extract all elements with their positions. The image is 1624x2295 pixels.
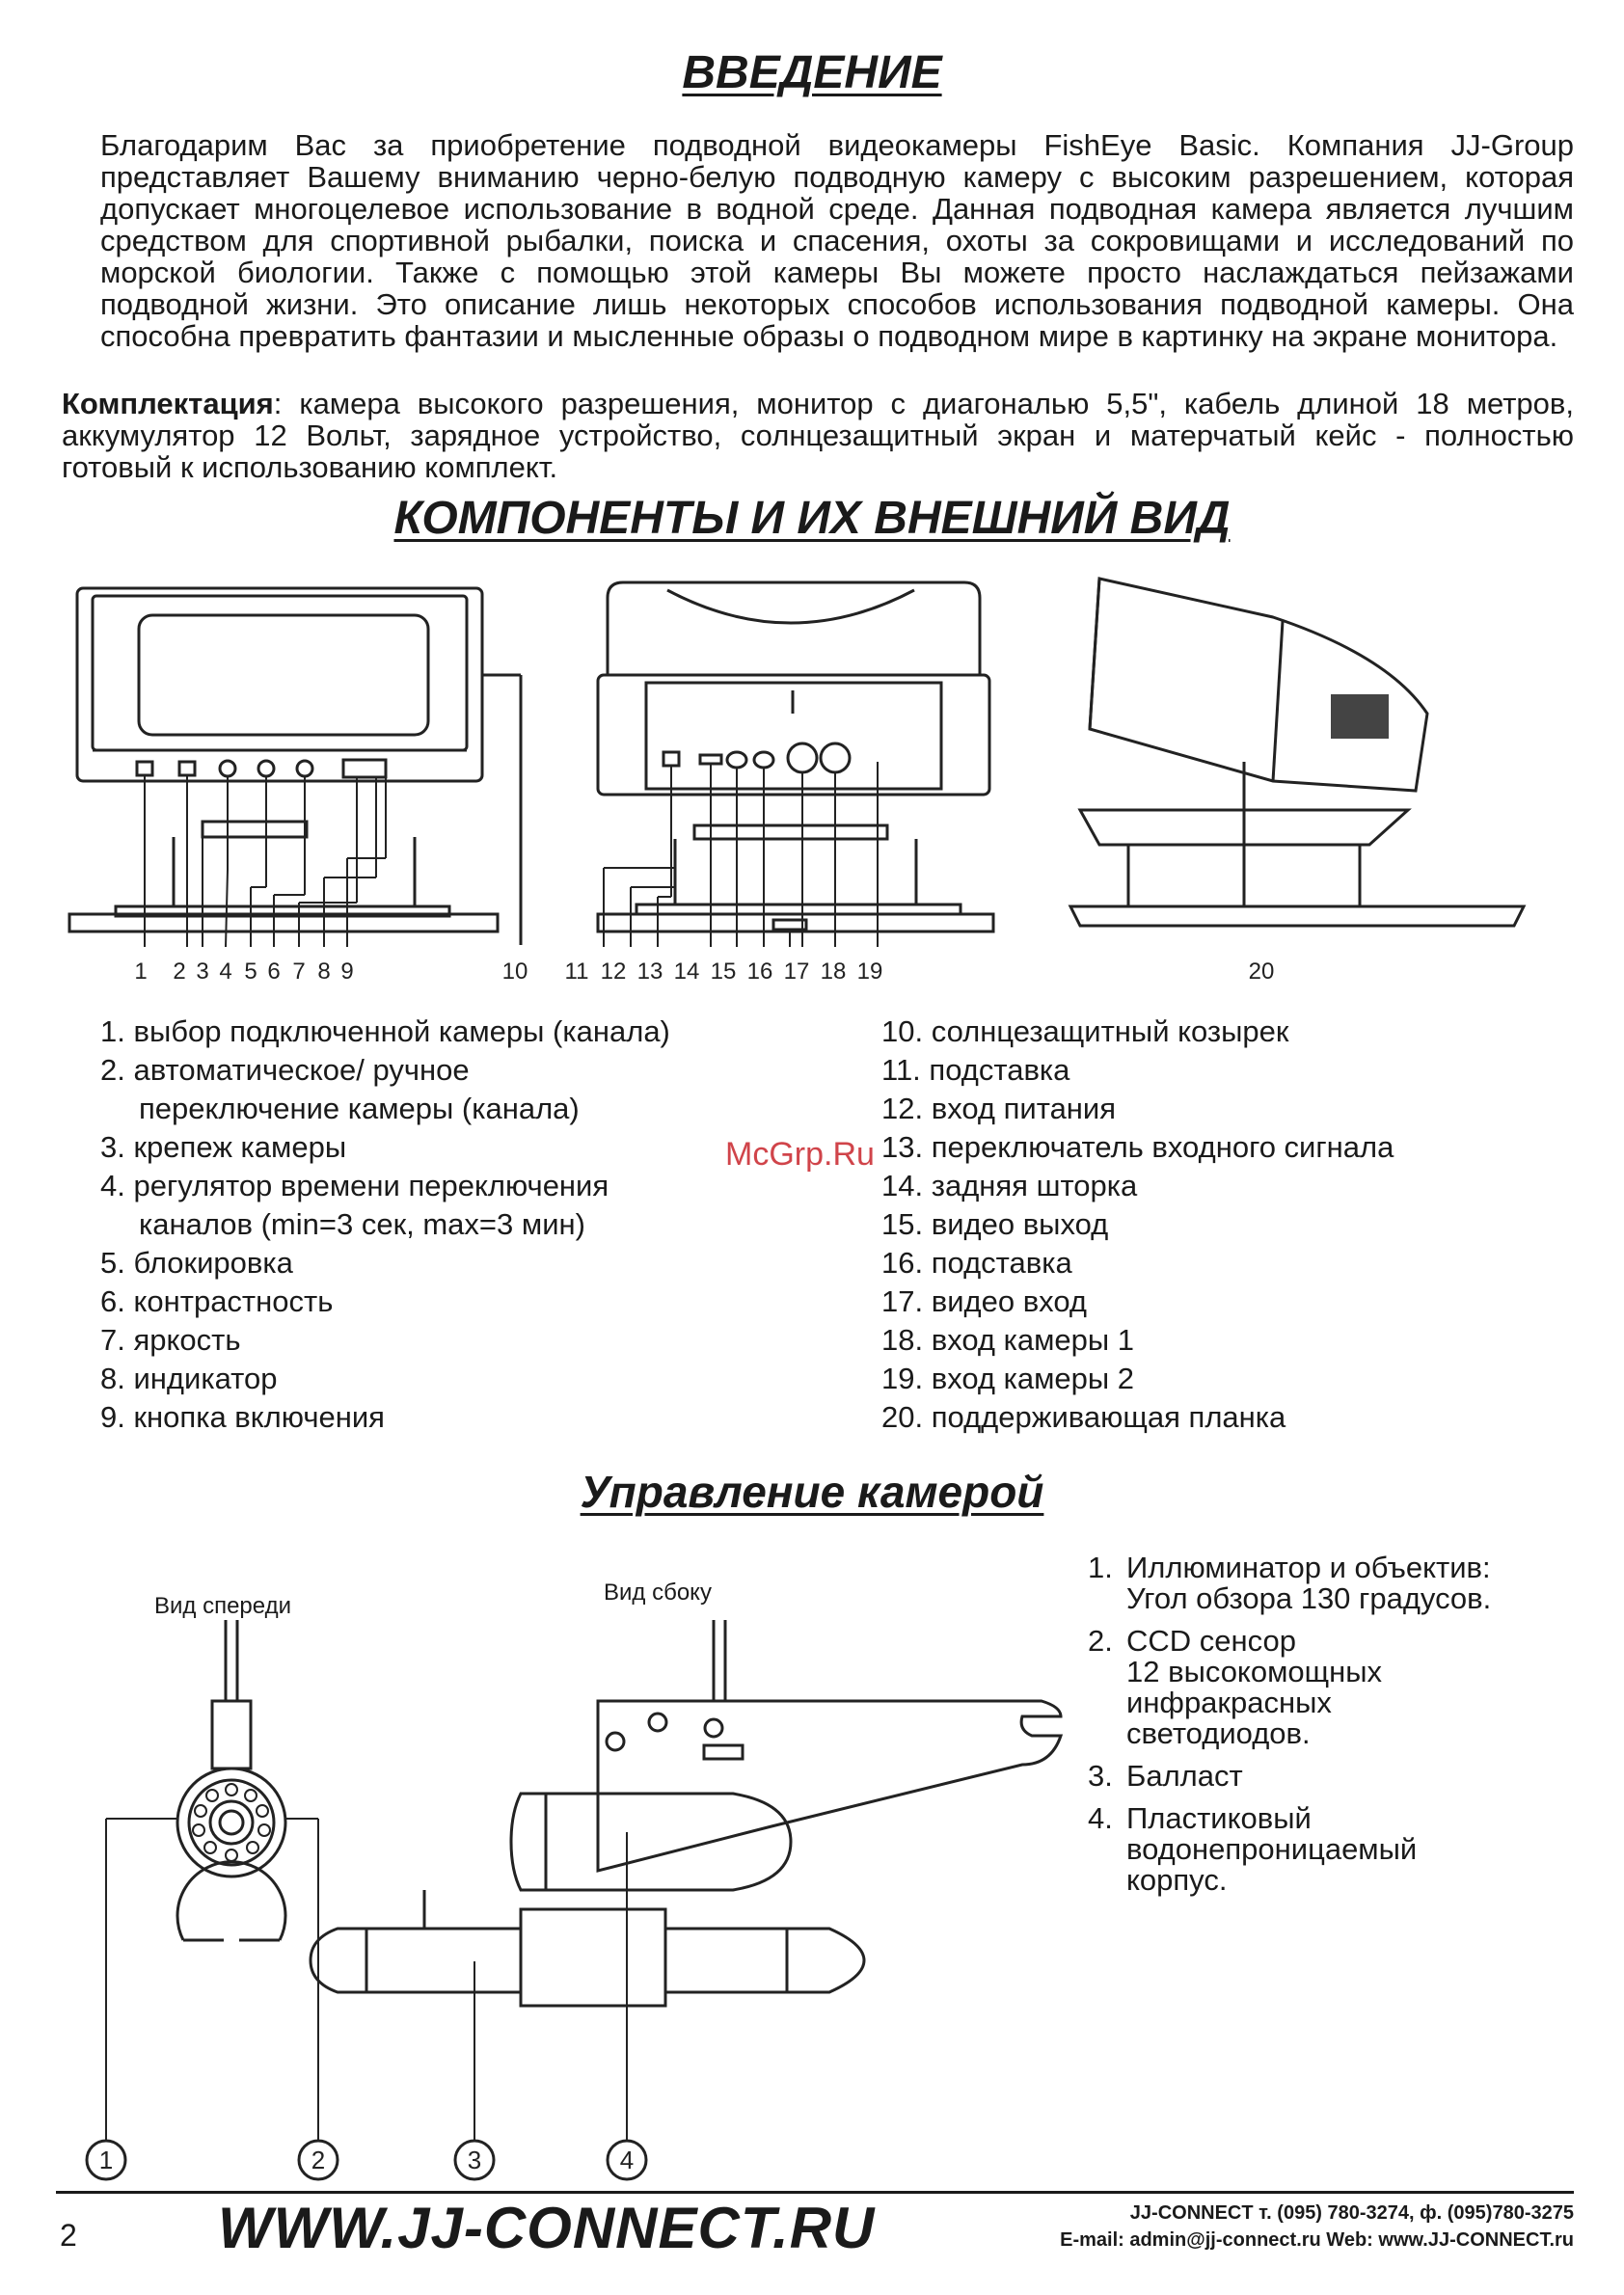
callout-9: 9 xyxy=(340,958,354,985)
website-link[interactable]: WWW.JJ-CONNECT.RU xyxy=(218,2196,876,2260)
list-item: 3. крепеж камеры xyxy=(100,1130,347,1164)
callout-18: 18 xyxy=(820,958,847,985)
camera-diagram xyxy=(58,1620,1080,2199)
callout-3: 3 xyxy=(196,958,209,985)
sun-visor-illustration xyxy=(1070,579,1524,926)
side-view-label: Вид сбоку xyxy=(604,1580,712,1606)
list-item: 20. поддерживающая планка xyxy=(881,1400,1286,1434)
intro-paragraph: Благодарим Вас за приобретение подводной видеокамеры FishEye Basic. Компания JJ-Group представляет Вашему вниманию черно-белую подводную камеру с высоким разрешением, которая допускает многоцелевое использование в водной среде. Данная подводная камера является лучшим средством для спортивной рыбалки, поиска и спасения, охоты за сокровищами и исследований по морской биологии. Также с помощью этой камеры Вы можете просто наслаждаться пейзажами подводной жизни. Это описание лишь некоторых способов использования подводной камеры. Она способна превратить фантазии и мысленные образы о подводном мире в картинку на экране монитора. xyxy=(100,128,1574,353)
components-list-right xyxy=(881,1012,1394,1437)
kit-label: Комплектация xyxy=(62,387,274,420)
list-item: 5. блокировка xyxy=(100,1246,293,1280)
callout-circles-front xyxy=(87,2141,338,2179)
camera-callout-3: 3 xyxy=(467,2146,482,2174)
front-callout-leaders xyxy=(106,1819,318,2141)
callout-2: 2 xyxy=(173,958,186,985)
list-item: 17. видео вход xyxy=(881,1284,1087,1318)
callout-13: 13 xyxy=(636,958,663,985)
callout-17: 17 xyxy=(783,958,810,985)
camera-callout-1: 1 xyxy=(98,2146,114,2174)
list-item: 16. подставка xyxy=(881,1246,1072,1280)
list-item: 9. кнопка включения xyxy=(100,1400,385,1434)
list-item: 18. вход камеры 1 xyxy=(881,1323,1135,1357)
watermark: McGrp.Ru xyxy=(725,1136,875,1173)
list-item: 11. подставка xyxy=(881,1053,1070,1087)
contact-phone: JJ-CONNECT т. (095) 780-3274, ф. (095)780-3275 xyxy=(1129,2202,1574,2224)
contact-email-web[interactable]: E-mail: admin@jj-connect.ru Web: www.JJ-CONNECT.ru xyxy=(1060,2229,1574,2251)
camera-side-illustration xyxy=(311,1620,1061,2006)
intro-heading: ВВЕДЕНИЕ xyxy=(682,47,942,98)
callout-15: 15 xyxy=(710,958,737,985)
callout-20: 20 xyxy=(1248,958,1275,985)
page-number: 2 xyxy=(60,2218,77,2253)
camera-parts-list xyxy=(1088,1552,1491,1907)
list-item: 12. вход питания xyxy=(881,1092,1117,1125)
list-item: 7. яркость xyxy=(100,1323,241,1357)
list-item: 1. Иллюминатор и объектив: Угол обзора 130 градусов. xyxy=(1088,1551,1492,1615)
kit-text: : камера высокого разрешения, монитор с диагональю 5,5", кабель длиной 18 метров, аккумулятор 12 Вольт, зарядное устройство, солнцезащитный экран и матерчатый кейс - полностью готовый к использованию комплект. xyxy=(62,387,1574,484)
camera-callout-2: 2 xyxy=(311,2146,326,2174)
front-leader-lines xyxy=(145,775,386,947)
list-item: 13. переключатель входного сигнала xyxy=(881,1130,1394,1164)
list-item: 19. вход камеры 2 xyxy=(881,1362,1135,1395)
list-item: 3. Балласт xyxy=(1088,1759,1243,1793)
callout-19: 19 xyxy=(856,958,883,985)
callout-14: 14 xyxy=(673,958,700,985)
list-item: 15. видео выход xyxy=(881,1207,1109,1241)
list-item: 6. контрастность xyxy=(100,1284,334,1318)
camera-front-illustration xyxy=(177,1620,285,1940)
list-item: 4. регулятор времени переключения каналов (min=3 сек, max=3 мин) xyxy=(100,1169,609,1241)
callout-10: 10 xyxy=(501,958,528,985)
callout-7: 7 xyxy=(292,958,306,985)
list-item: 14. задняя шторка xyxy=(881,1169,1138,1202)
camera-heading: Управление камерой xyxy=(580,1467,1044,1517)
monitor-front-illustration xyxy=(69,588,521,945)
list-item: 2. автоматическое/ ручное переключение камеры (канала) xyxy=(100,1053,580,1125)
callout-12: 12 xyxy=(600,958,627,985)
callout-circles-side xyxy=(455,2141,646,2179)
list-item: 4. Пластиковый водонепроницаемый корпус. xyxy=(1088,1801,1418,1897)
callout-6: 6 xyxy=(267,958,281,985)
front-view-label: Вид спереди xyxy=(154,1593,292,1619)
callout-16: 16 xyxy=(746,958,773,985)
list-item: 2. CCD сенсор 12 высокомощных инфракрасных светодиодов. xyxy=(1088,1624,1383,1750)
list-item: 8. индикатор xyxy=(100,1362,278,1395)
list-item: 1. выбор подключенной камеры (канала) xyxy=(100,1014,670,1048)
components-heading: КОМПОНЕНТЫ И ИХ ВНЕШНИЙ ВИД xyxy=(393,493,1231,544)
kit-paragraph xyxy=(62,388,1574,483)
callout-11: 11 xyxy=(564,958,589,985)
components-list-left xyxy=(100,1012,670,1437)
callout-4: 4 xyxy=(219,958,232,985)
footer-divider xyxy=(56,2191,1574,2194)
components-diagram xyxy=(58,569,1562,993)
list-item: 10. солнцезащитный козырек xyxy=(881,1014,1289,1048)
camera-callout-4: 4 xyxy=(619,2146,635,2174)
callout-5: 5 xyxy=(244,958,257,985)
monitor-back-illustration xyxy=(598,582,993,932)
side-callout-leaders xyxy=(474,1832,627,2141)
callout-1: 1 xyxy=(134,958,148,985)
callout-8: 8 xyxy=(317,958,331,985)
